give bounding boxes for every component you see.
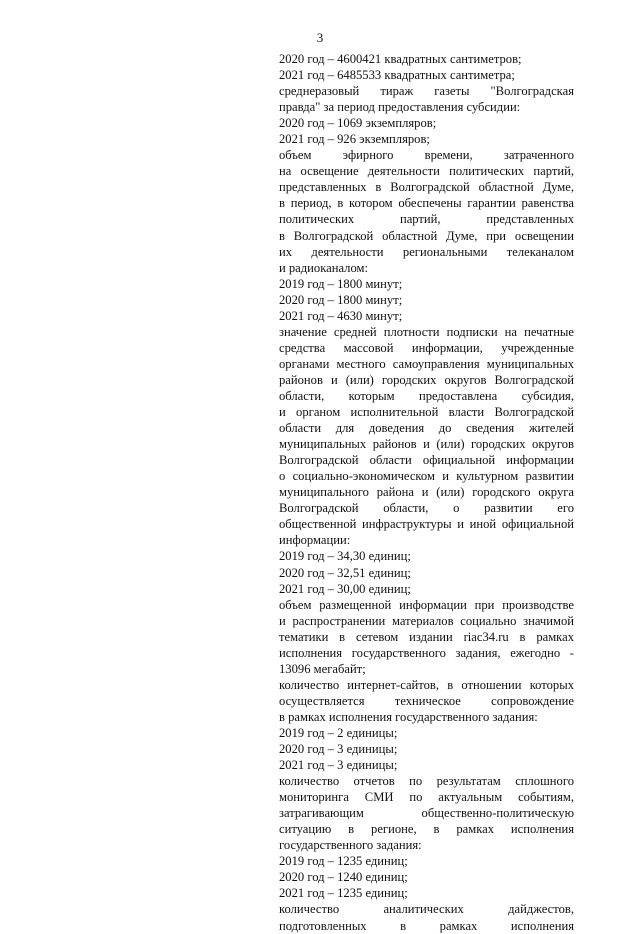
- text-line: подготовленных в рамках исполнения: [279, 918, 574, 933]
- text-line: 2020 год – 32,51 единиц;: [279, 565, 411, 580]
- text-line: 2019 год – 2 единицы;: [279, 725, 398, 740]
- text-line: 2021 год – 30,00 единиц;: [279, 581, 411, 596]
- text-line: области для доведения до сведения жителей: [279, 421, 574, 436]
- text-line: 2020 год – 1069 экземпляров;: [279, 116, 437, 131]
- text-line: Волгоградской области официальной информации: [279, 453, 574, 468]
- text-line: 2020 год – 1240 единиц;: [279, 870, 408, 885]
- text-line: 2021 год – 1235 единиц;: [279, 886, 408, 901]
- text-line: количество отчетов по результатам сплошного: [279, 774, 574, 789]
- text-line: Волгоградской области, о развитии его: [279, 501, 574, 516]
- text-line: 2020 год – 3 единицы;: [279, 742, 398, 757]
- text-line: на освещение деятельности политических партий,: [279, 164, 574, 179]
- text-line: объем размещенной информации при производстве: [279, 597, 574, 612]
- text-line: затрагивающим общественно-политическую: [279, 806, 574, 821]
- text-line: 2019 год – 34,30 единиц;: [279, 549, 411, 564]
- text-line: 2021 год – 4630 минут;: [279, 308, 403, 323]
- text-line: осуществляется техническое сопровождение: [279, 693, 574, 708]
- text-line: и органом исполнительной власти Волгоградской: [279, 405, 574, 420]
- text-line: политических партий, представленных: [279, 212, 574, 227]
- text-line: районов и (или) городских округов Волгоградской: [279, 372, 574, 387]
- text-line: органами местного самоуправления муниципальных: [279, 356, 574, 371]
- text-line: 2020 год – 4600421 квадратных сантиметров;: [279, 52, 522, 66]
- text-line: 2021 год – 926 экземпляров;: [279, 132, 430, 147]
- text-line: мониторинга СМИ по актуальным событиям,: [279, 790, 574, 805]
- text-line: информации:: [279, 533, 351, 548]
- body-text: [279, 51, 574, 934]
- text-line: тематики в сетевом издании riac34.ru в рамках: [279, 629, 574, 644]
- text-line: 2020 год – 1800 минут;: [279, 292, 403, 307]
- text-line: ситуацию в регионе, в рамках исполнения: [279, 822, 574, 837]
- text-line: 13096 мегабайт;: [279, 661, 366, 676]
- text-line: и распространении материалов социально значимой: [279, 613, 574, 628]
- text-line: области, которым предоставлена субсидия,: [279, 388, 574, 403]
- text-line: 2021 год – 3 единицы;: [279, 758, 398, 773]
- page-number: 3: [316, 30, 324, 45]
- text-line: и радиоканалом:: [279, 260, 368, 275]
- text-line: количество интернет-сайтов, в отношении которых: [279, 677, 574, 692]
- text-line: 2019 год – 1235 единиц;: [279, 854, 408, 869]
- text-line: государственного задания:: [279, 838, 422, 853]
- text-line: муниципального района и (или) городского округа: [279, 485, 574, 500]
- text-line: количество аналитических дайджестов,: [279, 902, 574, 917]
- text-line: средства массовой информации, учрежденные: [279, 340, 574, 355]
- text-line: о социально-экономическом и культурном развитии: [279, 469, 574, 484]
- text-line: 2021 год – 6485533 квадратных сантиметра;: [279, 68, 515, 83]
- text-line: в Волгоградской областной Думе, при освещении: [279, 228, 574, 243]
- text-line: в рамках исполнения государственного задания:: [279, 709, 538, 724]
- text-line: среднеразовый тираж газеты "Волгоградская: [279, 84, 574, 99]
- text-line: исполнения государственного задания, ежегодно -: [279, 645, 574, 660]
- text-line: правда" за период предоставления субсидии:: [279, 100, 521, 115]
- text-line: 2019 год – 1800 минут;: [279, 276, 403, 291]
- text-line: их деятельности региональными телеканалом: [279, 244, 574, 259]
- text-line: значение средней плотности подписки на печатные: [279, 324, 574, 339]
- text-line: представленных в Волгоградской областной Думе,: [279, 180, 574, 195]
- text-line: муниципальных районов и (или) городских округов: [279, 437, 574, 452]
- text-line: общественной инфраструктуры и иной официальной: [279, 517, 574, 532]
- text-line: объем эфирного времени, затраченного: [279, 148, 574, 163]
- text-line: в период, в котором обеспечены гарантии равенства: [279, 196, 574, 211]
